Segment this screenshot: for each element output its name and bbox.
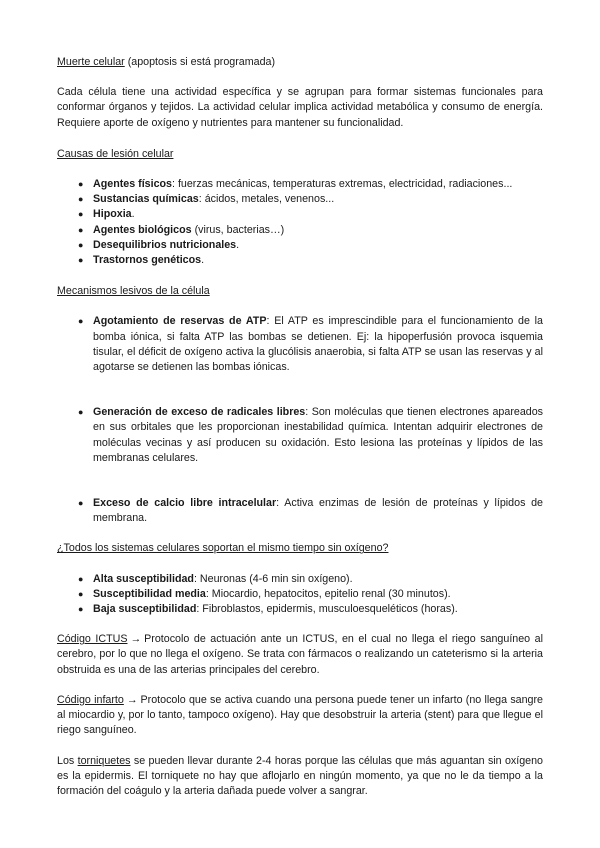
bullet-icon: ●	[78, 573, 84, 584]
item-term: Generación de exceso de radicales libres	[93, 406, 306, 419]
item-term: Desequilibrios nutricionales	[93, 238, 237, 251]
bullet-icon: ●	[78, 498, 84, 509]
bullet-list	[57, 496, 543, 526]
item-desc: El ATP es imprescindible para el funcionamiento de la bomba iónica, si falta ATP las bombas se detienen. Ej: la hipoperfusión provoca isquemia tisular, el déficit de oxígeno activa la glucólisis anaerobia, si falta ATP se usan las reservas y al agotarse se detienen las bombas iónicas.	[93, 315, 543, 374]
list-item	[78, 207, 543, 222]
bullet-icon: ●	[78, 224, 84, 235]
bullet-icon: ●	[78, 209, 84, 220]
item-sep: :	[193, 572, 200, 585]
item-sep: .	[236, 238, 240, 251]
bullet-icon: ●	[78, 604, 84, 615]
paragraph-text: se pueden llevar durante 2-4 horas porque las células que más aguantan sin oxígeno es la epidermis. El torniquete no hay que aflojarlo en ningún momento, ya que no le da tiempo a la formación del coágulo y la arteria dañada puede volver a sangrar.	[57, 754, 544, 797]
item-sep: .	[131, 208, 135, 221]
section-heading	[57, 55, 543, 70]
paragraph-codigo-ictus	[57, 632, 543, 678]
list-item	[78, 253, 543, 268]
item-term: Hipoxia	[93, 208, 132, 221]
item-desc: (virus, bacterias…)	[194, 223, 285, 236]
item-sep: :	[196, 603, 203, 616]
section-heading	[57, 147, 543, 162]
paragraph-text: Protocolo de actuación ante un ICTUS, en el cual no llega el riego sanguíneo al cerebro, por lo que no llega el oxígeno. Se trata con fármacos o realizando un cateterismo si la arteria obstruida es una de las arterias principales del cerebro.	[57, 633, 543, 676]
list-item	[78, 602, 543, 617]
paragraph-prefix: Los	[57, 754, 78, 767]
bullet-icon: ●	[78, 407, 84, 418]
heading-title: Causas de lesión celular	[57, 147, 174, 160]
term: Código ICTUS	[57, 633, 128, 646]
heading-title: Muerte celular	[57, 56, 125, 68]
bullet-icon: ●	[78, 255, 84, 266]
item-sep: :	[305, 406, 312, 419]
section-muerte-celular	[57, 55, 543, 131]
item-desc: fuerzas mecánicas, temperaturas extremas, electricidad, radiaciones...	[177, 178, 513, 191]
arrow-right-icon: →	[130, 633, 142, 646]
bullet-list	[57, 572, 543, 618]
item-term: Susceptibilidad media	[93, 587, 206, 600]
list-item	[78, 223, 543, 238]
item-desc: Miocardio, hepatocitos, epitelio renal (30 minutos).	[211, 587, 451, 600]
bullet-icon: ●	[78, 316, 84, 327]
item-sep: .	[201, 254, 205, 267]
list-item	[78, 177, 543, 192]
item-desc: Fibroblastos, epidermis, musculoesqueléticos (horas).	[202, 603, 458, 616]
item-desc: Neuronas (4-6 min sin oxígeno).	[199, 572, 353, 585]
list-item	[78, 405, 543, 466]
item-desc: Activa enzimas de lesión de proteínas y lípidos de membrana.	[93, 497, 543, 525]
item-desc: Son moléculas que tienen electrones apareados en sus orbitales que les proporcionan inestabilidad química. Intentan adquirir electrones de moléculas vecinas y así producen su oxidación. Esto lesiona las proteínas y lípidos de las membranas celulares.	[93, 406, 543, 464]
item-sep: :	[205, 587, 212, 600]
paragraph-torniquetes	[57, 754, 543, 800]
list-item	[78, 314, 543, 375]
item-term: Agentes biológicos	[93, 223, 192, 236]
bullet-icon: ●	[78, 179, 84, 190]
paragraph-text: Protocolo que se activa cuando una persona puede tener un infarto (no llega sangre al miocardio y, por lo tanto, tampoco oxígeno). Hay que desobstruir la arteria (stent) para que llegue el riego sanguíneo.	[57, 693, 544, 737]
item-sep: :	[198, 193, 205, 206]
section-mecanismos-lesivos	[57, 284, 543, 526]
item-term: Alta susceptibilidad	[93, 572, 194, 585]
bullet-list	[57, 314, 543, 375]
bullet-icon: ●	[78, 239, 84, 250]
term: torniquetes	[77, 754, 131, 767]
heading-suffix: (apoptosis si está programada)	[124, 56, 276, 68]
list-item	[78, 238, 543, 253]
item-term: Trastornos genéticos	[93, 254, 202, 267]
item-term: Agotamiento de reservas de ATP	[93, 315, 267, 328]
heading-title: Mecanismos lesivos de la célula	[57, 285, 210, 298]
item-term: Exceso de calcio libre intracelular	[93, 497, 277, 510]
paragraph: Cada célula tiene una actividad específica y se agrupan para formar sistemas funcionales para conformar órganos y tejidos. La actividad celular implica actividad metabólica y consumo de energía. Requiere aporte de oxígeno y nutrientes para mantener su funcionalidad.	[57, 86, 543, 129]
item-desc: ácidos, metales, venenos...	[204, 193, 335, 206]
arrow-right-icon: →	[126, 693, 138, 706]
item-term: Sustancias químicas	[93, 193, 199, 206]
bullet-icon: ●	[78, 194, 84, 205]
item-sep: :	[172, 178, 178, 191]
item-term: Baja susceptibilidad	[93, 603, 197, 616]
list-item	[78, 192, 543, 207]
item-sep: :	[266, 315, 275, 328]
list-item	[78, 572, 543, 587]
bullet-list	[57, 177, 543, 268]
paragraph-codigo-infarto	[57, 693, 543, 739]
bullet-list	[57, 405, 543, 466]
item-term: Agentes físicos	[93, 178, 172, 191]
heading-title: ¿Todos los sistemas celulares soportan el mismo tiempo sin oxígeno?	[57, 542, 389, 555]
item-sep: :	[276, 497, 285, 510]
list-item	[78, 587, 543, 602]
term: Código infarto	[57, 693, 124, 706]
list-item	[78, 496, 543, 526]
bullet-icon: ●	[78, 588, 84, 599]
section-heading	[57, 284, 543, 299]
section-susceptibilidad	[57, 541, 543, 617]
section-heading	[57, 541, 543, 556]
section-causas-lesion	[57, 147, 543, 268]
